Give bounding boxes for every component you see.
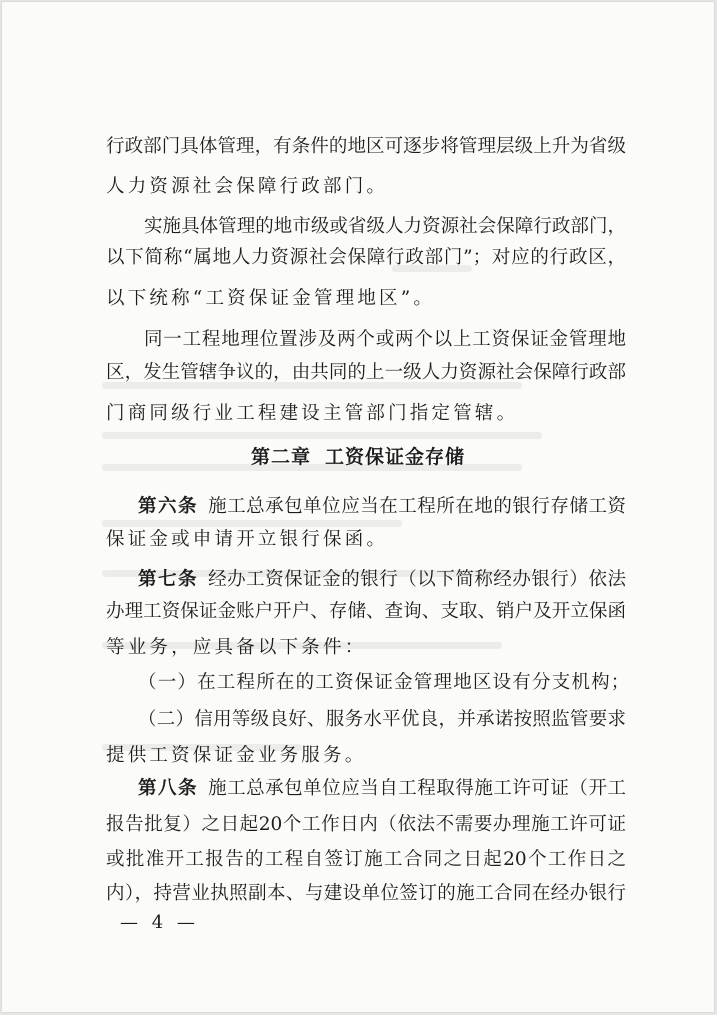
chapter-title: 工资保证金存储 xyxy=(325,446,466,468)
text-line: 同一工程地理位置涉及两个或两个以上工资保证金管理地 xyxy=(144,329,626,350)
article-7-label: 第七条 xyxy=(138,569,199,590)
chapter-number: 第二章 xyxy=(250,446,311,468)
text-line: 以下简称“属地人力资源社会保障行政部门”；对应的行政区， xyxy=(106,247,626,268)
article-8-line: 报告批复）之日起20个工作日内（依法不需要办理施工许可证 xyxy=(106,814,626,835)
show-through-mark xyxy=(102,520,402,527)
article-8-line: 或批准开工报告的工程自签订施工合同之日起20个工作日之 xyxy=(106,849,626,870)
show-through-mark xyxy=(102,432,542,439)
chapter-heading xyxy=(2,442,714,469)
article-8-label: 第八条 xyxy=(138,778,199,799)
article-7-item-2: （二）信用等级良好、服务水平优良，并承诺按照监管要求 xyxy=(138,709,626,730)
article-8-line: 第八条 施工总承包单位应当自工程取得施工许可证（开工 xyxy=(138,778,626,799)
article-7-item-2: 提供工资保证金业务服务。 xyxy=(106,745,367,766)
article-7-line: 第七条 经办工资保证金的银行（以下简称经办银行）依法 xyxy=(138,569,626,590)
article-7-item-1: （一）在工程所在的工资保证金管理地区设有分支机构； xyxy=(138,672,631,693)
article-6-line: 保证金或申请开立银行保函。 xyxy=(106,529,389,550)
text-line: 行政部门具体管理，有条件的地区可逐步将管理层级上升为省级 xyxy=(106,136,626,157)
text-line: 以下统称“工资保证金管理地区”。 xyxy=(106,288,436,309)
text-line: 实施具体管理的地市级或省级人力资源社会保障行政部门， xyxy=(144,216,626,237)
document-page xyxy=(2,2,714,1012)
text-line: 区，发生管辖争议的，由共同的上一级人力资源社会保障行政部 xyxy=(106,362,626,383)
article-6-label: 第六条 xyxy=(138,496,199,517)
page-number: — 4 — xyxy=(120,912,199,933)
article-7-line: 等业务，应具备以下条件： xyxy=(106,637,367,658)
article-7-line: 办理工资保证金账户开户、存储、查询、支取、销户及开立保函 xyxy=(106,601,626,622)
article-8-line: 内），持营业执照副本、与建设单位签订的施工合同在经办银行 xyxy=(106,883,626,904)
text-line: 人力资源社会保障行政部门。 xyxy=(106,176,389,197)
text-line: 门商同级行业工程建设主管部门指定管辖。 xyxy=(106,403,519,424)
article-6-line: 第六条 施工总承包单位应当在工程所在地的银行存储工资 xyxy=(138,496,626,517)
